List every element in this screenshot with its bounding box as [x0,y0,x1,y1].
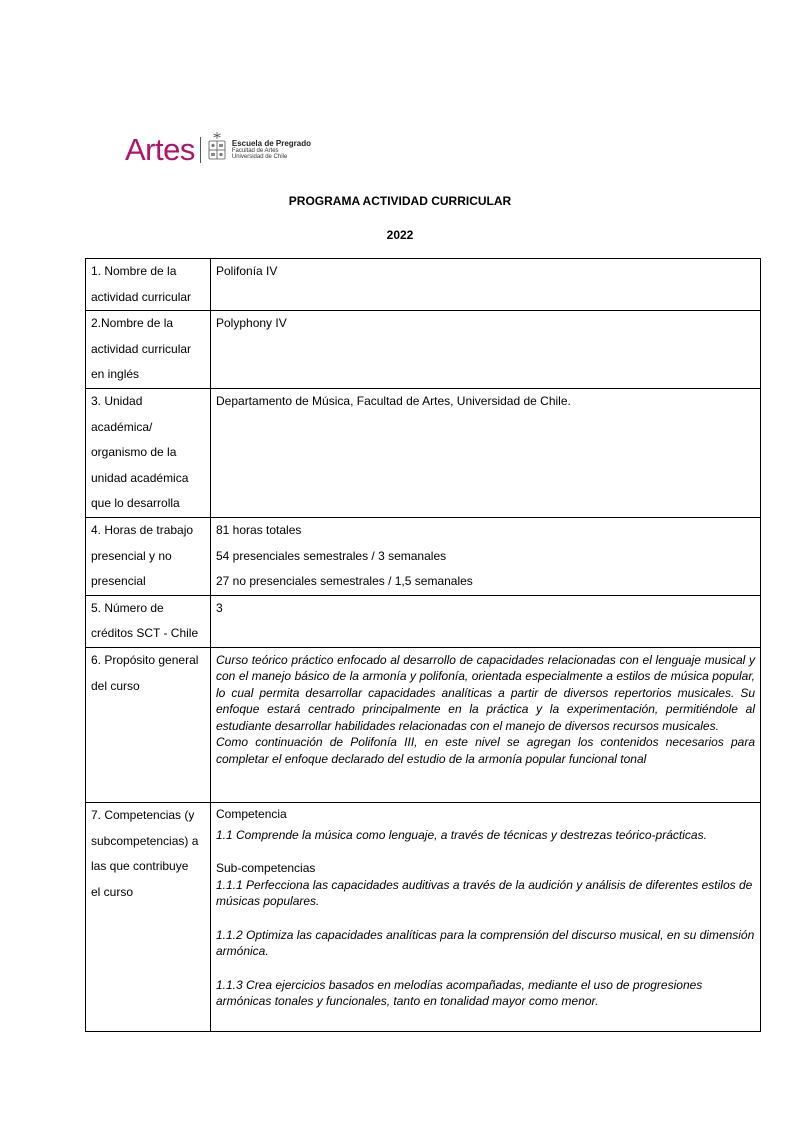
label-line: actividad curricular [91,289,192,304]
logo-wordmark-text: Artes [125,132,195,167]
document-title: PROGRAMA ACTIVIDAD CURRICULAR [288,194,512,208]
row-proposito [86,647,761,802]
value-horas [211,517,761,595]
label-nombre [86,259,211,311]
value-proposito [211,647,761,802]
university-seal-icon [207,131,227,169]
spacer [216,910,755,927]
logo-divider [200,137,201,163]
logo-university: Universidad de Chile [231,154,288,161]
label-line: 3. Unidad [91,393,143,408]
label-line: 5. Número de [91,600,164,615]
row-horas [86,517,761,595]
logo-text [232,140,311,161]
label-line: que lo desarrolla [91,496,180,511]
label-nombre-ingles [86,311,211,389]
value-unidad: Departamento de Música, Facultad de Artes, Universidad de Chile. [211,388,761,517]
horas-presenciales: 54 presenciales semestrales / 3 semanales [216,548,447,563]
label-line: presencial [91,574,146,589]
subcompetencias-heading: Sub-competencias [216,861,316,876]
row-nombre-ingles [86,311,761,389]
label-line: presencial y no [91,548,172,563]
subcompetencia-2: 1.1.2 Optimiza las capacidades analíticas para la comprensión del discurso musical, en su dimensión armónica. [216,927,755,959]
label-line: 7. Competencias (y [91,807,195,822]
logo-faculty: Facultad de Artes [231,147,279,154]
row-competencias [86,802,761,1031]
label-line: 6. Propósito general [91,652,199,667]
logo-school: Escuela de Pregrado [231,138,312,148]
label-line: unidad académica [91,470,189,485]
horas-no-presenciales: 27 no presenciales semestrales / 1,5 semanales [216,574,473,589]
label-line: 2.Nombre de la [91,316,174,331]
label-unidad [86,388,211,517]
logo-wordmark [125,132,195,168]
proposito-paragraph-1: Curso teórico práctico enfocado al desarrollo de capacidades relacionadas con el lenguaje musical y con el manejo básico de la armonía y polifonía, orientada especialmente a estilos de música popular, lo cual permita desarrollar capacidades analíticas a partir de diversos repertorios musicales. Su enfoque estará centrado principalmente en la práctica y la experimentación, permitiéndole al estudiante desarrollar habilidades relacionadas con el manejo de diversos recursos musicales. [216,652,755,733]
label-line: actividad curricular [91,341,192,356]
competencia-text: 1.1 Comprende la música como lenguaje, a través de técnicas y destrezas teórico-prácticas. [216,827,707,842]
row-unidad [86,388,761,517]
label-line: créditos SCT - Chile [91,626,199,641]
label-line: académica/ [91,419,153,434]
value-nombre: Polifonía IV [211,259,761,311]
row-nombre [86,259,761,311]
proposito-paragraph-2: Como continuación de Polifonía III, en este nivel se agregan los contenidos necesarios para completar el enfoque declarado del estudio de la armonía popular funcional tonal [216,735,755,766]
label-horas [86,517,211,595]
label-line: en inglés [91,367,140,382]
competencia-heading: Competencia [216,806,287,821]
label-competencias [86,802,211,1031]
document-year: 2022 [386,228,414,242]
row-creditos [86,595,761,647]
subcompetencia-1: 1.1.1 Perfecciona las capacidades auditivas a través de la audición y análisis de diferentes estilos de músicas populares. [216,877,753,909]
label-line: el curso [91,884,134,899]
horas-totales: 81 horas totales [216,522,302,537]
spacer [216,960,755,977]
spacer [216,843,755,860]
label-proposito [86,647,211,802]
label-line: las que contribuye [91,859,189,874]
label-line: organismo de la [91,445,177,460]
artes-logo [125,128,311,172]
subcompetencia-3: 1.1.3 Crea ejercicios basados en melodías acompañadas, mediante el uso de progresiones armónicas tonales y funcionales, tanto en tonalidad mayor como menor. [216,977,703,1009]
value-creditos: 3 [211,595,761,647]
curriculum-table [85,258,761,1032]
label-line: del curso [91,678,140,693]
value-competencias [211,802,761,1031]
label-line: subcompetencias) a [91,833,199,848]
label-line: 4. Horas de trabajo [91,522,194,537]
value-nombre-ingles: Polyphony IV [211,311,761,389]
label-line: 1. Nombre de la [91,264,177,278]
label-creditos [86,595,211,647]
